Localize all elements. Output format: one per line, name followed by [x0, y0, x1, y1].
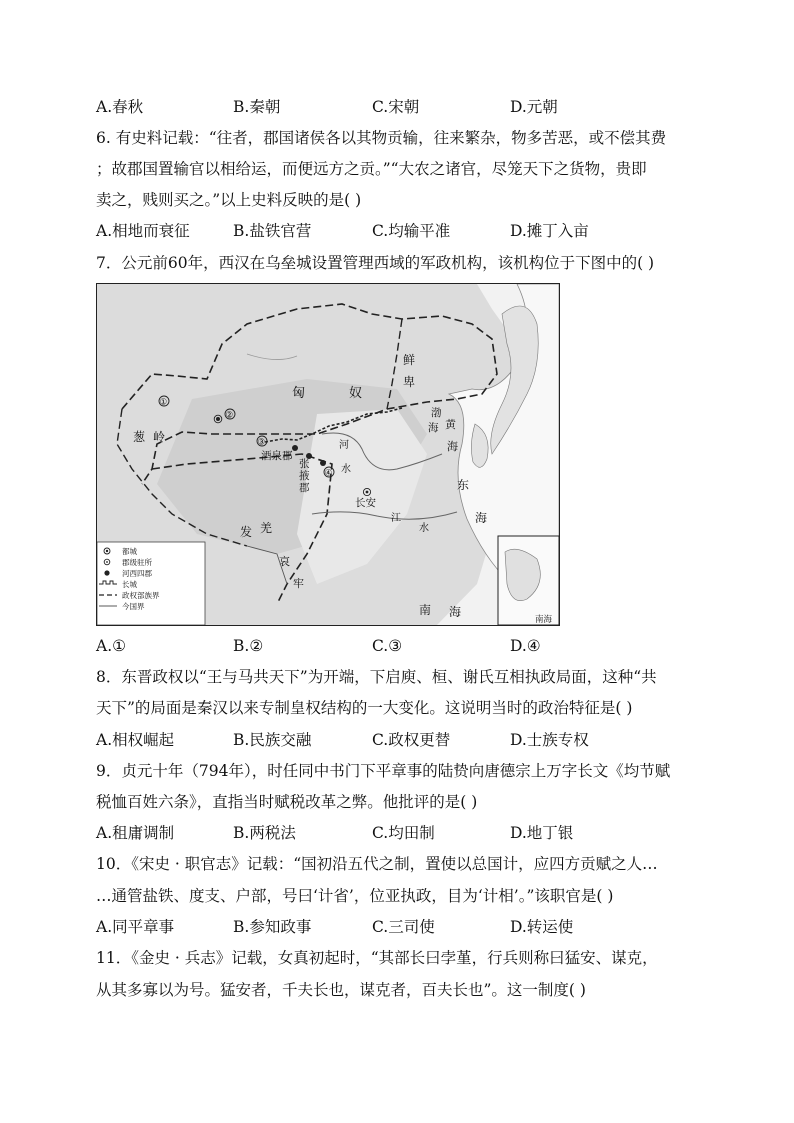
q6-text-line-2: ；故郡国置输官以相给运，而便远方之贡。”“大农之诸官，尽笼天下之货物，贵即 [96, 160, 647, 178]
q10-text-line-2: …通管盐铁、度支、户部，号曰‘计省’，位亚执政，目为‘计相’。”该职官是( ) [96, 887, 614, 905]
label-donghai: 海 [475, 511, 488, 525]
q8-option-c[interactable]: C.政权更替 [372, 731, 451, 749]
label-fa: 发 [240, 525, 253, 539]
label-xian: 鲜 [403, 353, 416, 367]
q5-option-c[interactable]: C.宋朝 [372, 98, 420, 116]
q9-options [96, 823, 716, 843]
q10-text-line-1: 10．《宋史 · 职官志》记载：“国初沿五代之制，置使以总国计，应四方贡赋之人… [96, 855, 658, 873]
label-cong: 葱 [133, 430, 146, 444]
q8-text-line-1: 8．东晋政权以“王与马共天下”为开端，下启庾、桓、谢氏互相执政局面，这种“共 [96, 668, 657, 686]
label-huang: 黄 [445, 418, 456, 431]
han-western-regions-map [96, 283, 560, 626]
label-huanghai: 海 [447, 440, 458, 453]
legend-polity-border: 政权部族界 [122, 591, 160, 600]
label-zhang: 张 [299, 458, 310, 470]
q6-option-c[interactable]: C.均输平准 [372, 222, 451, 240]
q10-option-b[interactable]: B.参知政事 [233, 918, 312, 936]
q5-option-a[interactable]: A.春秋 [96, 98, 144, 116]
label-nan: 南 [419, 603, 432, 617]
label-inset-nanhai: 南海 [535, 615, 553, 625]
q8-text-line-2: 天下”的局面是秦汉以来专制皇权结构的一大变化。这说明当时的政治特征是( ) [96, 699, 633, 717]
legend-great-wall: 长城 [122, 580, 137, 589]
q6-option-d[interactable]: D.摊丁入亩 [510, 222, 589, 240]
q10-option-a[interactable]: A.同平章事 [96, 918, 175, 936]
label-dong: 东 [457, 478, 470, 492]
q5-option-b[interactable]: B.秦朝 [233, 98, 281, 116]
q10-option-c[interactable]: C.三司使 [372, 918, 435, 936]
q9-text-line-1: 9．贞元十年（794年），时任同中书门下平章事的陆贽向唐德宗上万字长文《均节赋 [96, 762, 671, 780]
q6-option-a[interactable]: A.相地而衰征 [96, 222, 190, 240]
label-ling: 岭 [153, 430, 166, 444]
q7-text-line-1: 7．公元前60年，西汉在乌垒城设置管理西域的军政机构，该机构位于下图中的( ) [96, 254, 655, 272]
q6-text-line-1: 6. 有史料记载：“往者，郡国诸侯各以其物贡输，往来繁杂，物多苦恶，或不偿其费 [96, 129, 667, 147]
legend-capital: 都城 [122, 547, 137, 556]
label-bo: 渤 [431, 407, 442, 419]
q7-option-c[interactable]: C.③ [372, 637, 403, 655]
q7-option-b[interactable]: B.② [233, 637, 264, 655]
label-ai: 哀 [279, 555, 290, 568]
q9-text-line-2: 税恤百姓六条》，直指当时赋税改革之弊。他批评的是( ) [96, 793, 478, 811]
legend-commandery-seat: 郡级驻所 [122, 558, 152, 567]
q10-option-d[interactable]: D.转运使 [510, 918, 574, 936]
label-jiuquan: 酒泉郡 [261, 450, 293, 462]
q5-options [96, 97, 716, 117]
q11-text-line-2: 从其多寡以为号。猛安者，千夫长也，谋克者，百夫长也”。这一制度( ) [96, 981, 586, 999]
q7-option-d[interactable]: D.④ [510, 637, 541, 655]
label-nu: 奴 [349, 386, 363, 401]
q6-option-b[interactable]: B.盐铁官营 [233, 222, 312, 240]
legend-hexi-symbol [104, 570, 109, 575]
label-lao: 牢 [293, 577, 304, 590]
q6-options [96, 221, 716, 241]
q9-option-c[interactable]: C.均田制 [372, 824, 435, 842]
label-bei: 卑 [403, 375, 416, 389]
q10-options [96, 917, 716, 937]
q7-option-a[interactable]: A.① [96, 637, 127, 655]
label-xiong: 匈 [292, 386, 306, 401]
marker-1: ① [159, 397, 168, 408]
q7-options [96, 636, 716, 656]
q9-option-a[interactable]: A.租庸调制 [96, 824, 175, 842]
marker-2: ② [225, 410, 234, 421]
q8-options [96, 730, 716, 750]
q9-option-d[interactable]: D.地丁银 [510, 824, 574, 842]
label-qiang: 羌 [260, 521, 273, 535]
label-changan: 长安 [355, 497, 376, 509]
q8-option-b[interactable]: B.民族交融 [233, 731, 312, 749]
q11-text-line-1: 11．《金史 · 兵志》记载，女真初起时，“其部长曰孛堇，行兵则称曰猛安、谋克， [96, 949, 658, 967]
q5-option-d[interactable]: D.元朝 [510, 98, 558, 116]
legend-hexi-four: 河西四郡 [122, 569, 152, 578]
label-jiang: 江 [391, 513, 401, 524]
marker-4: ④ [324, 468, 333, 479]
marker-3: ③ [257, 437, 266, 448]
label-jiangshui: 水 [419, 523, 429, 534]
q6-text-line-3: 卖之，贱则买之。”以上史料反映的是( ) [96, 191, 362, 209]
label-bohai: 海 [428, 422, 439, 434]
label-nanhai: 海 [449, 605, 462, 619]
q8-option-d[interactable]: D.士族专权 [510, 731, 589, 749]
q8-option-a[interactable]: A.相权崛起 [96, 731, 175, 749]
label-he: 河 [339, 440, 349, 451]
legend-modern-border: 今国界 [122, 602, 145, 611]
q9-option-b[interactable]: B.两税法 [233, 824, 296, 842]
label-ye: 掖 [299, 470, 310, 482]
label-shui: 水 [341, 464, 351, 475]
label-jun: 郡 [299, 482, 310, 494]
